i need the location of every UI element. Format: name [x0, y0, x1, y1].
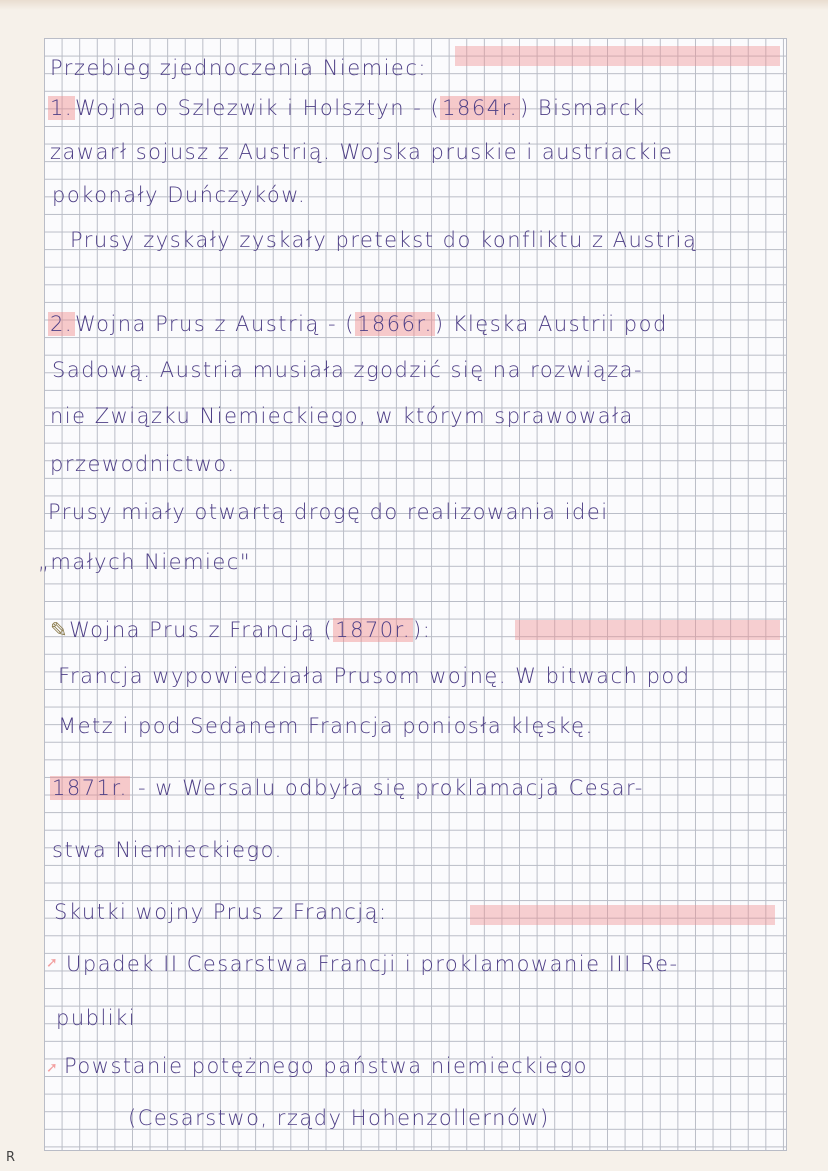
section3-highlight	[515, 620, 780, 640]
section2-line1	[48, 312, 668, 336]
page-title: Przebieg zjednoczenia Niemiec:	[50, 56, 427, 80]
page-edge	[0, 0, 828, 10]
date-highlight: 1864r.	[442, 96, 518, 120]
text: ) Klęska Austrii pod	[434, 312, 668, 336]
section1-line4: Prusy zyskały zyskały pretekst do konfliktu z Austrią	[70, 228, 698, 252]
section1-line3: pokonały Duńczyków.	[52, 183, 307, 207]
section5-line3: Powstanie potężnego państwa niemieckiego	[64, 1054, 589, 1078]
section2-line2: Sadową. Austria musiała zgodzić się na rozwiąza-	[52, 358, 644, 382]
text: - w Wersalu odbyła się proklamacja Cesar-	[129, 776, 644, 800]
section-number: 1.	[50, 96, 74, 120]
text: Wojna o Szlezwik i Holsztyn - (	[75, 96, 441, 120]
section5-heading: Skutki wojny Prus z Francją:	[54, 900, 388, 924]
title-highlight	[455, 46, 780, 66]
section1-line2: zawarł sojusz z Austrią. Wojska pruskie i austriackie	[50, 140, 674, 164]
text: Wojna Prus z Austrią - (	[75, 312, 355, 336]
section5-line4: (Cesarstwo, rządy Hohenzollernów)	[128, 1106, 550, 1130]
date-highlight: 1866r.	[356, 312, 433, 336]
arrow-icon: ➚	[46, 1060, 58, 1076]
section2-line4: przewodnictwo.	[50, 452, 236, 476]
text: ) Bismarck	[519, 96, 646, 120]
text: ):	[413, 618, 432, 642]
section2-line5: Prusy miały otwartą drogę do realizowania idei	[48, 500, 609, 524]
section1-line1	[48, 96, 646, 120]
section3-line2: Francja wypowiedziała Prusom wojnę. W bitwach pod	[58, 664, 691, 688]
section5-highlight	[470, 905, 775, 925]
date-highlight: 1870r.	[335, 618, 412, 642]
section4-line2: stwa Niemieckiego.	[52, 838, 283, 862]
section4-line1	[50, 776, 644, 800]
section3-line3: Metz i pod Sedanem Francja poniosła klęskę.	[58, 714, 594, 738]
corner-mark: R	[6, 1150, 16, 1165]
arrow-icon: ➚	[46, 955, 58, 971]
section-number: 2.	[50, 312, 74, 336]
date-highlight: 1871r.	[52, 776, 128, 800]
section5-line2: publiki	[56, 1006, 137, 1030]
text: Wojna Prus z Francją (	[69, 618, 334, 642]
section3-line1	[50, 618, 431, 642]
scribble-icon: ✎	[50, 618, 70, 642]
section2-line3: nie Związku Niemieckiego, w którym sprawowała	[50, 404, 634, 428]
section5-line1: Upadek II Cesarstwa Francji i proklamowanie III Re-	[66, 952, 679, 976]
section2-line6: „małych Niemiec"	[38, 550, 252, 574]
